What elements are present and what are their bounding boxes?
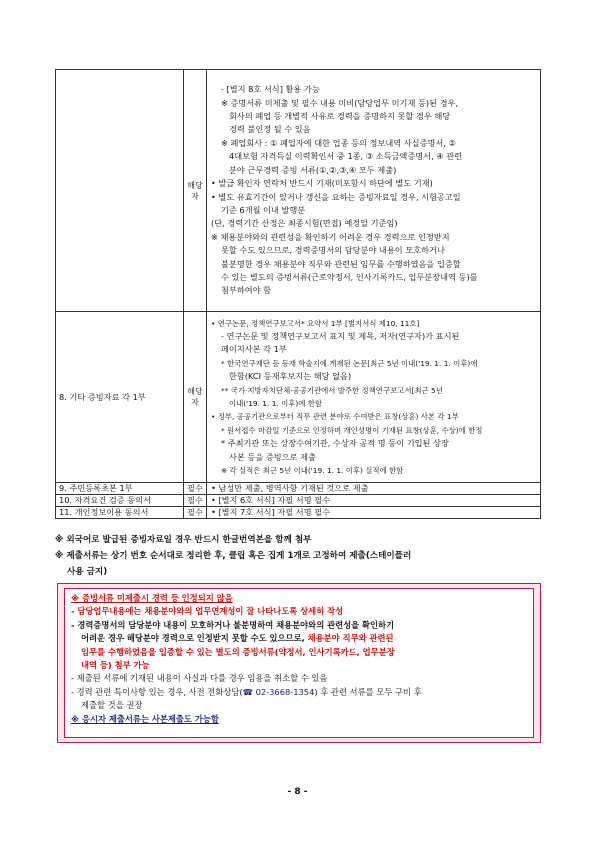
row-details: • [별지 6호 서식] 자필 서명 필수	[207, 495, 541, 507]
phone-number: ☎ 02-3668-1354	[242, 686, 315, 697]
note-order-continued: 사용 금지)	[67, 567, 108, 577]
detail-line: 페이지사본 각 1부	[221, 344, 287, 355]
detail-line: (단, 경력기간 산정은 최종시험(면접) 예정일 기준임)	[211, 218, 398, 229]
warning-footer: ※ 응시자 제출서류는 사본제출도 가능함	[71, 713, 219, 724]
row-details: • 남성만 제출, 병역사항 기재된 것으로 제출	[207, 483, 541, 495]
warning-line: 임무를 수행하였음을 입증할 수 있는 별도의 증빙서류(약정서, 인사기록카드, 업무분장	[81, 646, 395, 657]
table-row-privacy-consent	[56, 507, 541, 519]
row-requirement: 해당자	[184, 70, 207, 312]
detail-line: - [별지 8호 서식] 활용 가능	[221, 84, 320, 95]
warning-text: ) 후 관련 서류를 모두 구비 후	[314, 686, 422, 697]
warning-box	[57, 583, 541, 743]
detail-line: 불분명한 경우 채용분야 직무와 관련된 임무를 수행하였음을 입증할	[221, 258, 461, 269]
detail-line: - 연구논문 및 정책연구보고서 표지 및 제목, 저자(연구자)가 표시된	[221, 330, 460, 341]
warning-title: ※ 증빙서류 미제출시 경력 등 인정되지 않음	[71, 593, 233, 603]
detail-line: 기준 6개월 이내 발행분	[221, 204, 306, 215]
table-row-resident-registration	[56, 483, 541, 495]
warning-line: 제출할 것을 권장	[81, 700, 143, 711]
detail-line: ※ 증명서류 미제출 및 필수 내용 미비(담당업무 미기재 등)된 경우,	[221, 97, 459, 108]
row-label	[56, 70, 184, 312]
row-label: 9. 주민등록초본 1부	[56, 483, 184, 495]
detail-line: • 별도 유효기간이 있거나 갱신을 요하는 증빙자료일 경우, 시험공고일	[211, 191, 461, 202]
detail-line: * 한국연구재단 등 등재 학술지에 게재된 논문[최근 5년 이내('19. 1. 1. 이후)에	[221, 358, 478, 368]
row-label: 10. 자격요건 검증 동의서	[56, 495, 184, 507]
warning-line: - 경력증명서의 담당분야 내용이 모호하거나 불분명하여 채용분야와의 관련성을 확인하기	[71, 619, 395, 630]
detail-line: 수 있는 별도의 증빙서류(근로약정서, 인사기록카드, 업무분장내역 등)를	[221, 271, 478, 282]
row-label: 11. 개인정보이용 동의서	[56, 507, 184, 519]
warning-line	[71, 686, 527, 699]
detail-line: ※ 각 실적은 최근 5년 이내('19. 1. 1. 이후) 실적에 한함	[221, 466, 404, 476]
detail-line: 한함(KCI 등재후보지는 해당 없음)	[229, 371, 352, 382]
note-translation: ※ 외국어로 발급된 증빙자료일 경우 반드시 한글번역본을 함께 첨부	[55, 535, 312, 545]
warning-line: - 담당업무내용에는 채용분야와의 업무연계성이 잘 나타나도록 상세히 작성	[71, 606, 344, 617]
detail-line: ** 국가·지방자치단체·공공기관에서 발주한 정책연구보고서[최근 5년	[221, 385, 443, 395]
detail-line: 분야 근무경력 증빙 서류(①,②,③,④ 모두 제출)	[229, 164, 397, 175]
row-requirement: 필수	[184, 507, 207, 519]
detail-line: 못할 수도 있으므로, 경력증명서의 담당분야 내용이 모호하거나	[221, 245, 445, 256]
detail-line: 첨부하여야 함	[221, 285, 272, 296]
warning-text: - 경력 관련 특이사항 있는 경우, 사전 전화상담(	[71, 686, 243, 697]
row-requirement: 필수	[184, 483, 207, 495]
table-row-certificates	[56, 70, 541, 312]
detail-line: 4대보험 자격득실 이력확인서 중 1종, ③ 소득금액증명서, ④ 관련	[229, 151, 463, 162]
row-label: 8. 기타 증빙자료 각 1부	[56, 312, 184, 483]
detail-line: • 정부, 공공기관으로부터 직무 관련 분야로 수여받은 표창(상훈) 사본 각 1부	[211, 412, 459, 422]
warning-line: 내역 등) 첨부 가능	[81, 660, 150, 671]
detail-line: 회사의 폐업 등 개별적 사유로 경력을 증명하지 못할 경우 해당	[229, 111, 451, 122]
row-requirement: 필수	[184, 495, 207, 507]
row-details	[207, 312, 541, 483]
detail-line: * 주최기관 또는 상장수여기관, 수상자 공적 명 등이 기입된 상장	[221, 438, 449, 449]
warning-box-inner	[64, 588, 534, 738]
row-details: • [별지 7호 서식] 자필 서명 필수	[207, 507, 541, 519]
warning-emphasis: 채용분야 직무와 관련된	[307, 633, 394, 644]
submission-notes	[55, 532, 545, 580]
warning-text: 어려운 경우 해당분야 경력으로 인정받지 못할 수도 있으므로,	[81, 633, 308, 644]
table-row-qualification-consent	[56, 495, 541, 507]
detail-line: 이내('19. 1. 1. 이후)에 한함	[229, 399, 323, 408]
note-order: ※ 제출서류는 상기 번호 순서대로 정리한 후, 클립 혹은 집게 1개로 고정하여 제출(스테이플러	[55, 551, 412, 561]
document-table	[55, 69, 541, 519]
page-number: - 8 -	[287, 787, 308, 797]
detail-line: 경력 불인정 될 수 있음	[229, 124, 311, 135]
row-requirement: 해당자	[184, 312, 207, 483]
detail-line: * 원서접수 마감일 기준으로 인정하며 개인성명이 기재된 표창(상훈, 수상)에 한정	[221, 425, 483, 435]
detail-line: 사본 등을 증빙으로 제출	[229, 451, 316, 462]
detail-line: • 연구논문, 정책연구보고서* 요약서 1부 [별지서식 제10, 11호]	[211, 318, 420, 328]
table-row-other-evidence	[56, 312, 541, 483]
detail-line: • 발급 확인자 연락처 반드시 기재(미포함시 하단에 별도 기재)	[211, 178, 433, 189]
detail-line: ※ 폐업회사 : ① 폐업자에 대한 업종 등의 정보내역 사실증명서, ②	[221, 137, 456, 148]
warning-line: - 제출된 서류에 기재된 내용이 사실과 다를 경우 임용을 취소할 수 있음	[71, 673, 328, 684]
detail-line: ※ 채용분야와의 관련성을 확인하기 어려운 경우 경력으로 인정받지	[211, 231, 450, 242]
warning-line	[71, 632, 527, 645]
row-details	[207, 70, 541, 312]
